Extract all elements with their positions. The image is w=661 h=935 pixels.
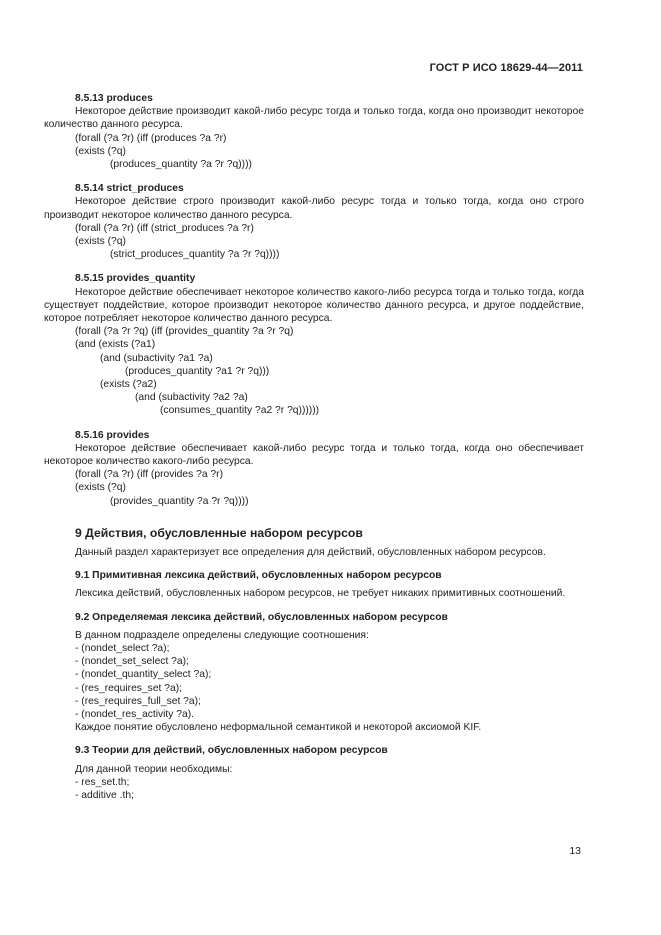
- list-item: - (nondet_set_select ?a);: [75, 656, 189, 668]
- paragraph-9-2-outro: Каждое понятие обусловлено неформальной семантикой и некоторой аксиомой KIF.: [75, 722, 482, 734]
- code-line: (and (subactivity ?a1 ?a): [100, 352, 213, 364]
- subsection-title-9-3: 9.3 Теории для действий, обусловленных набором ресурсов: [75, 745, 388, 757]
- page-content: [44, 92, 584, 802]
- code-line: (exists (?q): [75, 236, 126, 248]
- list-item: - (res_requires_full_set ?a);: [75, 695, 201, 707]
- paragraph-strict-produces: Некоторое действие строго производит какой-либо ресурс тогда и только тогда, когда оно строго производит некоторое количество данного ресурса.: [44, 196, 584, 221]
- code-line: (exists (?q): [75, 482, 126, 494]
- code-line: (and (exists (?a1): [75, 339, 156, 351]
- list-item: - (nondet_res_activity ?a).: [75, 708, 195, 720]
- code-line: (strict_produces_quantity ?a ?r ?q)))): [110, 249, 280, 261]
- list-item: - (res_requires_set ?a);: [75, 682, 183, 694]
- code-line: (forall (?a ?r) (iff (produces ?a ?r): [75, 132, 227, 144]
- page-number: 13: [569, 845, 581, 857]
- code-line: (produces_quantity ?a ?r ?q)))): [110, 159, 252, 171]
- document-id: ГОСТ Р ИСО 18629-44—2011: [429, 62, 583, 74]
- code-line: (exists (?a2): [100, 379, 157, 391]
- list-item: - additive .th;: [75, 789, 134, 801]
- paragraph-9-3-intro: Для данной теории необходимы:: [75, 763, 233, 775]
- code-line: (produces_quantity ?a1 ?r ?q))): [125, 365, 270, 377]
- code-line: (and (subactivity ?a2 ?a): [135, 392, 248, 404]
- subsection-title-strict-produces: 8.5.14 strict_produces: [75, 183, 184, 195]
- subsection-title-provides: 8.5.16 provides: [75, 429, 150, 441]
- paragraph-provides-quantity: Некоторое действие обеспечивает некоторое количество какого-либо ресурса тогда и только тогда, когда существует поддействие, которое производит некоторое количество данного ресурса, и другое поддействие, которое потребляет некоторое количество данного ресурса.: [44, 286, 584, 325]
- subsection-title-provides-quantity: 8.5.15 provides_quantity: [75, 273, 196, 285]
- code-line: (consumes_quantity ?a2 ?r ?q)))))): [160, 405, 320, 417]
- code-line: (provides_quantity ?a ?r ?q)))): [110, 495, 249, 507]
- code-line: (exists (?q): [75, 145, 126, 157]
- paragraph-section-9: Данный раздел характеризует все определения для действий, обусловленных набором ресурсов.: [75, 546, 546, 558]
- subsection-title-produces: 8.5.13 produces: [75, 93, 153, 104]
- paragraph-9-2-intro: В данном подразделе определены следующие соотношения:: [75, 629, 369, 641]
- subsection-title-9-1: 9.1 Примитивная лексика действий, обусловленных набором ресурсов: [75, 570, 442, 582]
- list-item: - (nondet_quantity_select ?a);: [75, 669, 212, 681]
- code-line: (forall (?a ?r) (iff (provides ?a ?r): [75, 469, 224, 481]
- subsection-title-9-2: 9.2 Определяемая лексика действий, обусловленных набором ресурсов: [75, 611, 448, 623]
- paragraph-9-1: Лексика действий, обусловленных набором ресурсов, не требует никаких примитивных соотношений.: [75, 588, 566, 600]
- code-line: (forall (?a ?r) (iff (strict_produces ?a ?r): [75, 222, 254, 234]
- list-item: - res_set.th;: [75, 776, 130, 788]
- code-line: (forall (?a ?r ?q) (iff (provides_quantity ?a ?r ?q): [75, 326, 294, 338]
- paragraph-produces: Некоторое действие производит какой-либо ресурс тогда и только тогда, когда оно производит некоторое количество данного ресурса.: [44, 106, 584, 131]
- list-item: - (nondet_select ?a);: [75, 642, 170, 654]
- paragraph-provides: Некоторое действие обеспечивает какой-либо ресурс тогда и только тогда, когда оно обеспечивает некоторое количество какого-либо ресурса.: [44, 442, 584, 468]
- section-title-9: 9 Действия, обусловленные набором ресурсов: [75, 525, 363, 540]
